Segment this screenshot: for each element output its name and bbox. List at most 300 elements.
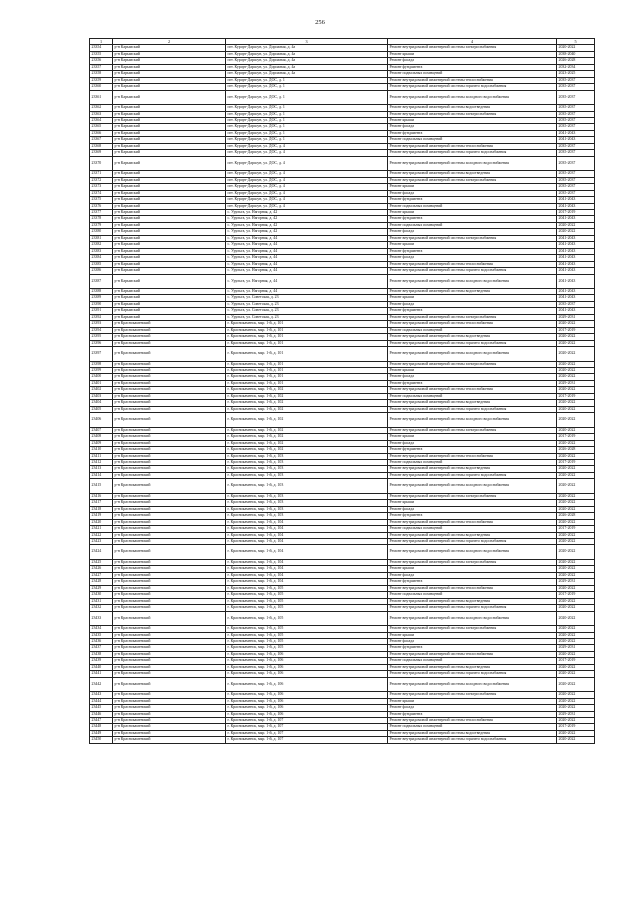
cell-work-type: Ремонт внутридомовой инженерной системы горячего водоснабжения bbox=[388, 268, 557, 274]
cell-number: 23409 bbox=[90, 440, 113, 446]
cell-address: г. Краснокаменск, мкр. 1-й, д. 101 bbox=[226, 347, 388, 362]
cell-period: 2035-2037 bbox=[557, 190, 595, 196]
cell-number: 23445 bbox=[90, 705, 113, 711]
cell-work-type: Ремонт фундамента bbox=[388, 380, 557, 386]
cell-district: р-н Краснокаменский bbox=[113, 645, 226, 651]
table-row bbox=[90, 413, 595, 428]
cell-period: 2020-2022 bbox=[557, 730, 595, 736]
cell-period: 2035-2037 bbox=[557, 77, 595, 83]
cell-address: с. Урульга, ул. Нагорная, д. 42 bbox=[226, 222, 388, 228]
cell-work-type: Ремонт внутридомовой инженерной системы электроснабжения bbox=[388, 626, 557, 632]
cell-number: 23369 bbox=[90, 150, 113, 156]
cell-number: 23443 bbox=[90, 692, 113, 698]
cell-period: 2041-2043 bbox=[557, 308, 595, 314]
cell-number: 23421 bbox=[90, 526, 113, 532]
cell-district: р-н Краснокаменский bbox=[113, 526, 226, 532]
cell-number: 23441 bbox=[90, 671, 113, 677]
cell-address: г. Краснокаменск, мкр. 1-й, д. 101 bbox=[226, 380, 388, 386]
cell-address: г. Краснокаменск, мкр. 1-й, д. 102 bbox=[226, 440, 388, 446]
cell-address: г. Краснокаменск, мкр. 1-й, д. 104 bbox=[226, 579, 388, 585]
cell-period: 2020-2022 bbox=[557, 427, 595, 433]
cell-district: р-н Карымский bbox=[113, 242, 226, 248]
cell-district: р-н Карымский bbox=[113, 209, 226, 215]
table-body bbox=[90, 45, 595, 743]
cell-number: 23440 bbox=[90, 664, 113, 670]
cell-work-type: Ремонт фасада bbox=[388, 190, 557, 196]
cell-work-type: Ремонт фундамента bbox=[388, 447, 557, 453]
cell-work-type: Ремонт внутридомовой инженерной системы теплоснабжения bbox=[388, 387, 557, 393]
cell-work-type: Ремонт внутридомовой инженерной системы холодного водоснабжения bbox=[388, 545, 557, 560]
cell-period: 2020-2022 bbox=[557, 400, 595, 406]
cell-address: г. Краснокаменск, мкр. 1-й, д. 105 bbox=[226, 611, 388, 626]
cell-period: 2023-2025 bbox=[557, 71, 595, 77]
cell-work-type: Ремонт внутридомовой инженерной системы электроснабжения bbox=[388, 559, 557, 565]
cell-address: пгт. Курорт-Дарасун, ул. Дорожная, д. 4а bbox=[226, 58, 388, 64]
cell-district: р-н Карымский bbox=[113, 90, 226, 105]
cell-period: 2035-2037 bbox=[557, 105, 595, 111]
cell-period: 2020-2022 bbox=[557, 506, 595, 512]
cell-address: с. Урульга, ул. Нагорная, д. 42 bbox=[226, 209, 388, 215]
cell-district: р-н Краснокаменский bbox=[113, 413, 226, 428]
cell-number: 23383 bbox=[90, 248, 113, 254]
cell-district: р-н Карымский bbox=[113, 150, 226, 156]
cell-work-type: Ремонт фундамента bbox=[388, 513, 557, 519]
cell-number: 23354 bbox=[90, 45, 113, 51]
cell-address: с. Урульга, ул. Нагорная, д. 44 bbox=[226, 274, 388, 289]
cell-district: р-н Краснокаменский bbox=[113, 651, 226, 657]
cell-work-type: Ремонт внутридомовой инженерной системы электроснабжения bbox=[388, 427, 557, 433]
cell-address: г. Краснокаменск, мкр. 1-й, д. 104 bbox=[226, 532, 388, 538]
cell-work-type: Ремонт внутридомовой инженерной системы теплоснабжения bbox=[388, 718, 557, 724]
cell-period: 2020-2022 bbox=[557, 698, 595, 704]
cell-district: р-н Карымский bbox=[113, 171, 226, 177]
cell-number: 23368 bbox=[90, 143, 113, 149]
cell-address: пгт. Курорт-Дарасун, ул. Дорожная, д. 4а bbox=[226, 45, 388, 51]
cell-period: 2041-2043 bbox=[557, 248, 595, 254]
table-row bbox=[90, 156, 595, 171]
cell-district: р-н Карымский bbox=[113, 289, 226, 295]
cell-period: 2020-2022 bbox=[557, 566, 595, 572]
cell-work-type: Ремонт фасада bbox=[388, 572, 557, 578]
cell-address: пгт. Курорт-Дарасун, ул. ДОС, д. 4 bbox=[226, 171, 388, 177]
cell-work-type: Ремонт крыши bbox=[388, 209, 557, 215]
cell-work-type: Ремонт внутридомовой инженерной системы теплоснабжения bbox=[388, 261, 557, 267]
cell-district: р-н Краснокаменский bbox=[113, 658, 226, 664]
cell-work-type: Ремонт фундамента bbox=[388, 216, 557, 222]
cell-number: 23420 bbox=[90, 519, 113, 525]
cell-number: 23418 bbox=[90, 506, 113, 512]
cell-address: г. Краснокаменск, мкр. 1-й, д. 105 bbox=[226, 592, 388, 598]
cell-address: г. Краснокаменск, мкр. 1-й, д. 106 bbox=[226, 711, 388, 717]
cell-address: г. Краснокаменск, мкр. 1-й, д. 101 bbox=[226, 334, 388, 340]
cell-district: р-н Карымский bbox=[113, 203, 226, 209]
cell-district: р-н Краснокаменский bbox=[113, 466, 226, 472]
cell-number: 23395 bbox=[90, 334, 113, 340]
cell-work-type: Ремонт внутридомовой инженерной системы электроснабжения bbox=[388, 314, 557, 320]
cell-address: г. Краснокаменск, мкр. 1-й, д. 105 bbox=[226, 605, 388, 611]
cell-work-type: Ремонт внутридомовой инженерной системы холодного водоснабжения bbox=[388, 90, 557, 105]
cell-work-type: Ремонт подвальных помещений bbox=[388, 459, 557, 465]
cell-address: г. Краснокаменск, мкр. 1-й, д. 103 bbox=[226, 453, 388, 459]
cell-number: 23423 bbox=[90, 539, 113, 545]
cell-address: г. Краснокаменск, мкр. 1-й, д. 102 bbox=[226, 400, 388, 406]
cell-district: р-н Краснокаменский bbox=[113, 347, 226, 362]
cell-work-type: Ремонт крыши bbox=[388, 51, 557, 57]
cell-work-type: Ремонт внутридомовой инженерной системы водоотведения bbox=[388, 400, 557, 406]
cell-number: 23385 bbox=[90, 261, 113, 267]
cell-period: 2020-2022 bbox=[557, 222, 595, 228]
cell-period: 2020-2022 bbox=[557, 572, 595, 578]
cell-district: р-н Карымский bbox=[113, 190, 226, 196]
cell-number: 23396 bbox=[90, 340, 113, 346]
cell-period: 2020-2022 bbox=[557, 387, 595, 393]
cell-work-type: Ремонт внутридомовой инженерной системы водоотведения bbox=[388, 171, 557, 177]
cell-period: 2041-2043 bbox=[557, 242, 595, 248]
cell-number: 23404 bbox=[90, 400, 113, 406]
cell-work-type: Ремонт фундамента bbox=[388, 197, 557, 203]
cell-address: с. Урульга, ул. Нагорная, д. 44 bbox=[226, 261, 388, 267]
cell-district: р-н Карымский bbox=[113, 314, 226, 320]
cell-work-type: Ремонт крыши bbox=[388, 295, 557, 301]
cell-work-type: Ремонт фасада bbox=[388, 58, 557, 64]
cell-address: г. Краснокаменск, мкр. 1-й, д. 104 bbox=[226, 559, 388, 565]
cell-number: 23425 bbox=[90, 559, 113, 565]
cell-period: 2041-2043 bbox=[557, 216, 595, 222]
cell-number: 23361 bbox=[90, 90, 113, 105]
cell-number: 23386 bbox=[90, 268, 113, 274]
cell-district: р-н Краснокаменский bbox=[113, 664, 226, 670]
cell-work-type: Ремонт внутридомовой инженерной системы горячего водоснабжения bbox=[388, 539, 557, 545]
cell-address: пгт. Курорт-Дарасун, ул. ДОС, д. 4 bbox=[226, 197, 388, 203]
cell-district: р-н Краснокаменский bbox=[113, 453, 226, 459]
cell-number: 23373 bbox=[90, 184, 113, 190]
cell-period: 2041-2043 bbox=[557, 261, 595, 267]
cell-period: 2020-2022 bbox=[557, 347, 595, 362]
cell-district: р-н Карымский bbox=[113, 197, 226, 203]
cell-work-type: Ремонт внутридомовой инженерной системы холодного водоснабжения bbox=[388, 677, 557, 692]
cell-number: 23390 bbox=[90, 301, 113, 307]
cell-period: 2020-2022 bbox=[557, 472, 595, 478]
cell-number: 23360 bbox=[90, 84, 113, 90]
cell-work-type: Ремонт внутридомовой инженерной системы теплоснабжения bbox=[388, 321, 557, 327]
cell-work-type: Ремонт фундамента bbox=[388, 711, 557, 717]
cell-period: 2017-2019 bbox=[557, 658, 595, 664]
cell-work-type: Ремонт внутридомовой инженерной системы горячего водоснабжения bbox=[388, 340, 557, 346]
cell-work-type: Ремонт подвальных помещений bbox=[388, 327, 557, 333]
cell-address: г. Краснокаменск, мкр. 1-й, д. 105 bbox=[226, 626, 388, 632]
cell-address: г. Краснокаменск, мкр. 1-й, д. 104 bbox=[226, 572, 388, 578]
cell-address: г. Краснокаменск, мкр. 1-й, д. 104 bbox=[226, 545, 388, 560]
cell-number: 23408 bbox=[90, 434, 113, 440]
cell-period: 2020-2022 bbox=[557, 611, 595, 626]
cell-district: р-н Карымский bbox=[113, 177, 226, 183]
cell-address: с. Урульга, ул. Нагорная, д. 44 bbox=[226, 255, 388, 261]
cell-address: с. Урульга, ул. Нагорная, д. 44 bbox=[226, 248, 388, 254]
cell-address: пгт. Курорт-Дарасун, ул. ДОС, д. 1 bbox=[226, 90, 388, 105]
cell-work-type: Ремонт подвальных помещений bbox=[388, 222, 557, 228]
cell-district: р-н Краснокаменский bbox=[113, 559, 226, 565]
cell-work-type: Ремонт фундамента bbox=[388, 308, 557, 314]
cell-address: г. Краснокаменск, мкр. 1-й, д. 106 bbox=[226, 664, 388, 670]
cell-district: р-н Краснокаменский bbox=[113, 506, 226, 512]
cell-number: 23365 bbox=[90, 124, 113, 130]
cell-address: пгт. Курорт-Дарасун, ул. ДОС, д. 4 bbox=[226, 177, 388, 183]
cell-number: 23372 bbox=[90, 177, 113, 183]
cell-number: 23384 bbox=[90, 255, 113, 261]
cell-work-type: Ремонт фасада bbox=[388, 124, 557, 130]
cell-number: 23387 bbox=[90, 274, 113, 289]
cell-district: р-н Краснокаменский bbox=[113, 632, 226, 638]
cell-work-type: Ремонт фасада bbox=[388, 374, 557, 380]
cell-number: 23436 bbox=[90, 638, 113, 644]
cell-period: 2029-2031 bbox=[557, 645, 595, 651]
cell-period: 2020-2022 bbox=[557, 45, 595, 51]
cell-work-type: Ремонт внутридомовой инженерной системы электроснабжения bbox=[388, 692, 557, 698]
cell-district: р-н Краснокаменский bbox=[113, 566, 226, 572]
cell-number: 23380 bbox=[90, 229, 113, 235]
cell-period: 2020-2022 bbox=[557, 671, 595, 677]
cell-period: 2020-2022 bbox=[557, 598, 595, 604]
cell-number: 23432 bbox=[90, 605, 113, 611]
cell-number: 23407 bbox=[90, 427, 113, 433]
cell-number: 23367 bbox=[90, 137, 113, 143]
cell-address: пгт. Курорт-Дарасун, ул. ДОС, д. 4 bbox=[226, 156, 388, 171]
cell-address: г. Краснокаменск, мкр. 1-й, д. 105 bbox=[226, 598, 388, 604]
cell-district: р-н Карымский bbox=[113, 51, 226, 57]
cell-period: 2020-2022 bbox=[557, 532, 595, 538]
cell-district: р-н Карымский bbox=[113, 295, 226, 301]
cell-work-type: Ремонт внутридомовой инженерной системы горячего водоснабжения bbox=[388, 150, 557, 156]
cell-district: р-н Карымский bbox=[113, 71, 226, 77]
cell-district: р-н Краснокаменский bbox=[113, 380, 226, 386]
cell-district: р-н Краснокаменский bbox=[113, 711, 226, 717]
cell-address: с. Урульга, ул. Советская, д. 23 bbox=[226, 301, 388, 307]
cell-district: р-н Карымский bbox=[113, 255, 226, 261]
cell-work-type: Ремонт внутридомовой инженерной системы водоотведения bbox=[388, 598, 557, 604]
cell-number: 23417 bbox=[90, 500, 113, 506]
cell-district: р-н Краснокаменский bbox=[113, 730, 226, 736]
column-header-number: 1 bbox=[90, 39, 113, 45]
cell-address: г. Краснокаменск, мкр. 1-й, д. 106 bbox=[226, 651, 388, 657]
cell-number: 23410 bbox=[90, 447, 113, 453]
cell-number: 23366 bbox=[90, 130, 113, 136]
cell-period: 2020-2022 bbox=[557, 229, 595, 235]
cell-period: 2035-2037 bbox=[557, 90, 595, 105]
cell-work-type: Ремонт внутридомовой инженерной системы водоотведения bbox=[388, 532, 557, 538]
cell-address: г. Краснокаменск, мкр. 1-й, д. 102 bbox=[226, 393, 388, 399]
cell-number: 23376 bbox=[90, 203, 113, 209]
cell-work-type: Ремонт внутридомовой инженерной системы водоотведения bbox=[388, 334, 557, 340]
cell-period: 2020-2022 bbox=[557, 519, 595, 525]
cell-work-type: Ремонт внутридомовой инженерной системы горячего водоснабжения bbox=[388, 406, 557, 412]
cell-work-type: Ремонт внутридомовой инженерной системы электроснабжения bbox=[388, 361, 557, 367]
cell-address: пгт. Курорт-Дарасун, ул. ДОС, д. 4 bbox=[226, 203, 388, 209]
cell-address: г. Краснокаменск, мкр. 1-й, д. 103 bbox=[226, 479, 388, 494]
cell-district: р-н Карымский bbox=[113, 84, 226, 90]
cell-work-type: Ремонт внутридомовой инженерной системы теплоснабжения bbox=[388, 453, 557, 459]
cell-address: г. Краснокаменск, мкр. 1-й, д. 102 bbox=[226, 427, 388, 433]
cell-district: р-н Краснокаменский bbox=[113, 532, 226, 538]
cell-number: 23416 bbox=[90, 493, 113, 499]
cell-period: 2035-2037 bbox=[557, 150, 595, 156]
cell-period: 2020-2022 bbox=[557, 493, 595, 499]
cell-work-type: Ремонт подвальных помещений bbox=[388, 658, 557, 664]
cell-number: 23426 bbox=[90, 566, 113, 572]
cell-work-type: Ремонт внутридомовой инженерной системы водоотведения bbox=[388, 289, 557, 295]
cell-work-type: Ремонт фасада bbox=[388, 705, 557, 711]
cell-number: 23388 bbox=[90, 289, 113, 295]
cell-number: 23427 bbox=[90, 572, 113, 578]
cell-work-type: Ремонт фундамента bbox=[388, 248, 557, 254]
table-row bbox=[90, 611, 595, 626]
cell-address: г. Краснокаменск, мкр. 1-й, д. 105 bbox=[226, 632, 388, 638]
cell-address: г. Краснокаменск, мкр. 1-й, д. 102 bbox=[226, 434, 388, 440]
cell-number: 23414 bbox=[90, 472, 113, 478]
cell-work-type: Ремонт подвальных помещений bbox=[388, 724, 557, 730]
cell-district: р-н Краснокаменский bbox=[113, 493, 226, 499]
cell-number: 23363 bbox=[90, 111, 113, 117]
cell-work-type: Ремонт внутридомовой инженерной системы электроснабжения bbox=[388, 177, 557, 183]
cell-period: 2017-2019 bbox=[557, 592, 595, 598]
cell-address: г. Краснокаменск, мкр. 1-й, д. 102 bbox=[226, 413, 388, 428]
cell-period: 2035-2037 bbox=[557, 177, 595, 183]
cell-number: 23392 bbox=[90, 314, 113, 320]
cell-period: 2020-2022 bbox=[557, 651, 595, 657]
cell-address: г. Краснокаменск, мкр. 1-й, д. 103 bbox=[226, 506, 388, 512]
cell-address: г. Краснокаменск, мкр. 1-й, д. 103 bbox=[226, 500, 388, 506]
cell-address: г. Краснокаменск, мкр. 1-й, д. 105 bbox=[226, 645, 388, 651]
cell-work-type: Ремонт фасада bbox=[388, 638, 557, 644]
cell-number: 23358 bbox=[90, 71, 113, 77]
cell-address: с. Урульга, ул. Советская, д. 23 bbox=[226, 308, 388, 314]
cell-period: 2017-2019 bbox=[557, 393, 595, 399]
cell-period: 2026-2028 bbox=[557, 58, 595, 64]
cell-number: 23434 bbox=[90, 626, 113, 632]
cell-period: 2017-2019 bbox=[557, 459, 595, 465]
cell-period: 2035-2037 bbox=[557, 156, 595, 171]
cell-period: 2032-2034 bbox=[557, 64, 595, 70]
cell-district: р-н Карымский bbox=[113, 130, 226, 136]
cell-address: с. Урульга, ул. Нагорная, д. 44 bbox=[226, 289, 388, 295]
cell-work-type: Ремонт внутридомовой инженерной системы водоотведения bbox=[388, 105, 557, 111]
cell-work-type: Ремонт фасада bbox=[388, 301, 557, 307]
cell-number: 23449 bbox=[90, 730, 113, 736]
cell-district: р-н Краснокаменский bbox=[113, 592, 226, 598]
cell-period: 2041-2043 bbox=[557, 197, 595, 203]
cell-period: 2041-2043 bbox=[557, 289, 595, 295]
cell-number: 23411 bbox=[90, 453, 113, 459]
cell-address: пгт. Курорт-Дарасун, ул. ДОС, д. 4 bbox=[226, 190, 388, 196]
cell-address: пгт. Курорт-Дарасун, ул. ДОС, д. 1 bbox=[226, 137, 388, 143]
cell-period: 2041-2043 bbox=[557, 295, 595, 301]
cell-number: 23419 bbox=[90, 513, 113, 519]
cell-period: 2020-2022 bbox=[557, 638, 595, 644]
cell-district: р-н Краснокаменский bbox=[113, 545, 226, 560]
cell-period: 2020-2022 bbox=[557, 374, 595, 380]
cell-district: р-н Карымский bbox=[113, 184, 226, 190]
cell-district: р-н Краснокаменский bbox=[113, 705, 226, 711]
cell-district: р-н Краснокаменский bbox=[113, 400, 226, 406]
cell-district: р-н Карымский bbox=[113, 235, 226, 241]
cell-period: 2020-2022 bbox=[557, 500, 595, 506]
cell-address: пгт. Курорт-Дарасун, ул. Дорожная, д. 4а bbox=[226, 51, 388, 57]
cell-address: с. Урульга, ул. Нагорная, д. 42 bbox=[226, 229, 388, 235]
table-row bbox=[90, 545, 595, 560]
cell-work-type: Ремонт внутридомовой инженерной системы электроснабжения bbox=[388, 235, 557, 241]
cell-district: р-н Карымский bbox=[113, 261, 226, 267]
cell-address: г. Краснокаменск, мкр. 1-й, д. 101 bbox=[226, 327, 388, 333]
cell-district: р-н Краснокаменский bbox=[113, 539, 226, 545]
cell-district: р-н Краснокаменский bbox=[113, 724, 226, 730]
cell-work-type: Ремонт внутридомовой инженерной системы горячего водоснабжения bbox=[388, 472, 557, 478]
cell-work-type: Ремонт крыши bbox=[388, 368, 557, 374]
cell-address: г. Краснокаменск, мкр. 1-й, д. 103 bbox=[226, 493, 388, 499]
cell-work-type: Ремонт внутридомовой инженерной системы горячего водоснабжения bbox=[388, 737, 557, 743]
cell-period: 2020-2022 bbox=[557, 466, 595, 472]
cell-period: 2041-2043 bbox=[557, 268, 595, 274]
cell-address: г. Краснокаменск, мкр. 1-й, д. 103 bbox=[226, 513, 388, 519]
cell-district: р-н Краснокаменский bbox=[113, 572, 226, 578]
cell-address: г. Краснокаменск, мкр. 1-й, д. 101 bbox=[226, 368, 388, 374]
cell-work-type: Ремонт внутридомовой инженерной системы холодного водоснабжения bbox=[388, 347, 557, 362]
cell-period: 2017-2019 bbox=[557, 327, 595, 333]
cell-work-type: Ремонт внутридомовой инженерной системы электроснабжения bbox=[388, 493, 557, 499]
cell-number: 23413 bbox=[90, 466, 113, 472]
cell-address: г. Краснокаменск, мкр. 1-й, д. 103 bbox=[226, 472, 388, 478]
cell-work-type: Ремонт фундамента bbox=[388, 579, 557, 585]
cell-period: 2020-2022 bbox=[557, 664, 595, 670]
cell-district: р-н Краснокаменский bbox=[113, 579, 226, 585]
cell-period: 2020-2022 bbox=[557, 632, 595, 638]
cell-district: р-н Карымский bbox=[113, 137, 226, 143]
cell-number: 23378 bbox=[90, 216, 113, 222]
cell-period: 2020-2022 bbox=[557, 453, 595, 459]
cell-period: 2041-2043 bbox=[557, 130, 595, 136]
cell-address: г. Краснокаменск, мкр. 1-й, д. 106 bbox=[226, 658, 388, 664]
cell-work-type: Ремонт подвальных помещений bbox=[388, 592, 557, 598]
cell-work-type: Ремонт подвальных помещений bbox=[388, 203, 557, 209]
cell-address: пгт. Курорт-Дарасун, ул. ДОС, д. 1 bbox=[226, 105, 388, 111]
cell-address: г. Краснокаменск, мкр. 1-й, д. 103 bbox=[226, 459, 388, 465]
cell-period: 2020-2022 bbox=[557, 413, 595, 428]
cell-period: 2035-2037 bbox=[557, 143, 595, 149]
cell-period: 2020-2022 bbox=[557, 479, 595, 494]
cell-period: 2035-2037 bbox=[557, 301, 595, 307]
cell-period: 2035-2037 bbox=[557, 124, 595, 130]
cell-number: 23394 bbox=[90, 327, 113, 333]
column-header-work-type: 4 bbox=[388, 39, 557, 45]
cell-address: г. Краснокаменск, мкр. 1-й, д. 101 bbox=[226, 340, 388, 346]
cell-district: р-н Краснокаменский bbox=[113, 638, 226, 644]
cell-period: 2020-2022 bbox=[557, 626, 595, 632]
cell-work-type: Ремонт крыши bbox=[388, 434, 557, 440]
cell-address: г. Краснокаменск, мкр. 1-й, д. 106 bbox=[226, 677, 388, 692]
cell-period: 2041-2043 bbox=[557, 274, 595, 289]
cell-number: 23359 bbox=[90, 77, 113, 83]
cell-work-type: Ремонт внутридомовой инженерной системы горячего водоснабжения bbox=[388, 671, 557, 677]
cell-address: пгт. Курорт-Дарасун, ул. ДОС, д. 1 bbox=[226, 124, 388, 130]
cell-number: 23450 bbox=[90, 737, 113, 743]
cell-number: 23422 bbox=[90, 532, 113, 538]
cell-work-type: Ремонт внутридомовой инженерной системы горячего водоснабжения bbox=[388, 84, 557, 90]
cell-work-type: Ремонт фасада bbox=[388, 440, 557, 446]
cell-district: р-н Краснокаменский bbox=[113, 393, 226, 399]
cell-address: г. Краснокаменск, мкр. 1-й, д. 107 bbox=[226, 730, 388, 736]
cell-number: 23355 bbox=[90, 51, 113, 57]
cell-period: 2029-2031 bbox=[557, 711, 595, 717]
cell-period: 2020-2022 bbox=[557, 718, 595, 724]
cell-district: р-н Краснокаменский bbox=[113, 361, 226, 367]
